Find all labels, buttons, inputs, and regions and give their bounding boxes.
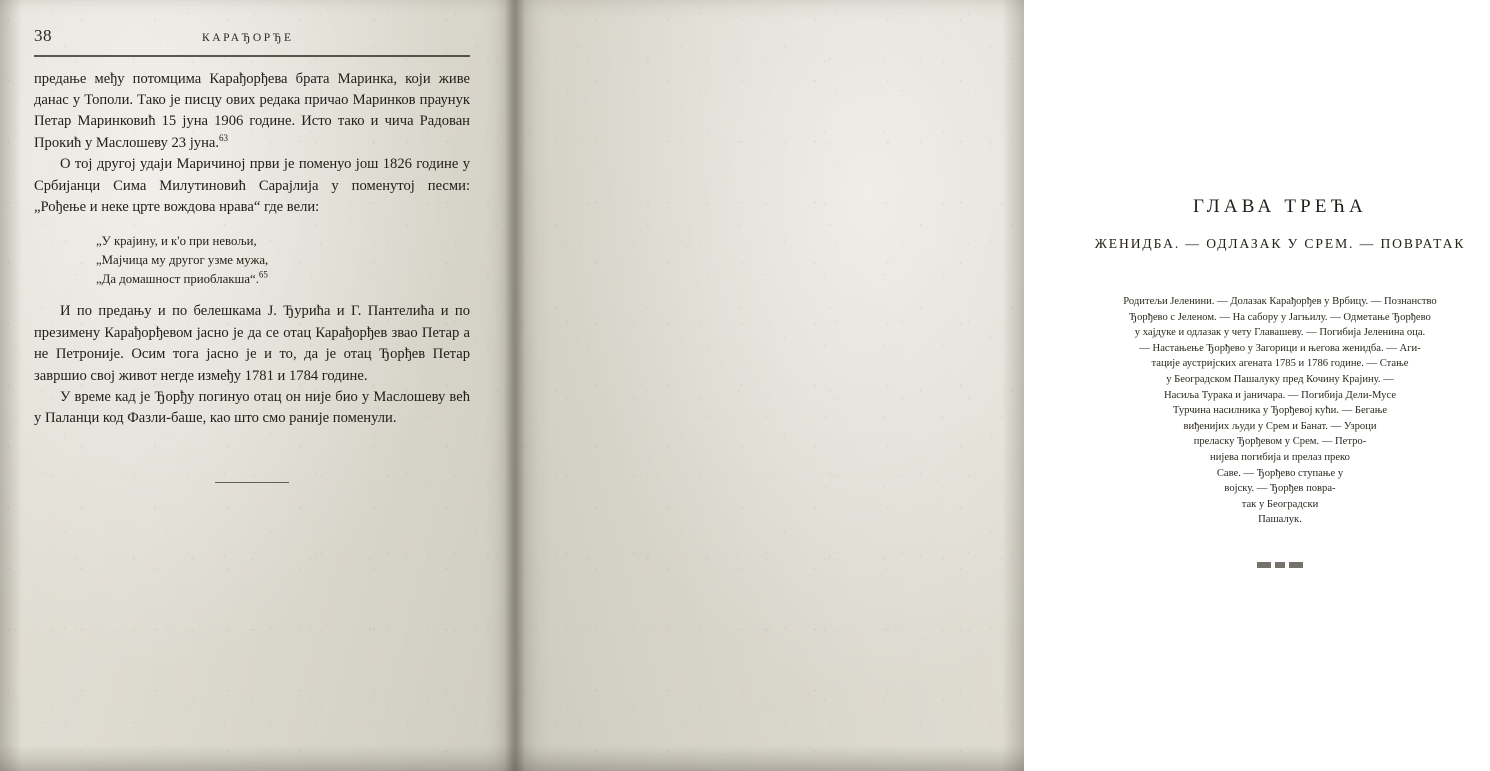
argument-line: нијева погибија и прелаз преко xyxy=(1210,451,1350,463)
right-page-content xyxy=(1070,196,1490,568)
body-text xyxy=(34,69,470,219)
paragraph-2-text: О тој другој удаји Маричиној први је поменуо још 1826 године у Србијанци Сима Милутиновић Сарајлија у поменутој песми: „Рођење и неке црте вождова нрава“ где вели: xyxy=(34,156,470,215)
right-leaf xyxy=(514,0,1466,771)
argument-line: Насиља Турака и јаничара. — Погибија Дели-Мусе xyxy=(1163,389,1397,401)
footnote-ref-65: 65 xyxy=(258,270,268,281)
argument-line: тације аустријских агената 1785 и 1786 године. — Стање xyxy=(1151,358,1409,370)
chapter-argument xyxy=(1070,294,1490,528)
argument-line: преласку Ђорђевом у Срем. — Петро- xyxy=(1193,436,1367,448)
paragraph-1 xyxy=(34,69,470,155)
section-divider-rule xyxy=(215,482,289,483)
paragraph-4 xyxy=(34,387,470,430)
body-text-continued xyxy=(34,301,470,429)
verse-line-1: „У крајину, и к'о при невољи, xyxy=(96,234,257,249)
argument-line: Пашалук. xyxy=(1258,514,1302,526)
folio-number: 38 xyxy=(34,26,52,45)
chapter-title: ГЛАВА ТРЕЋА xyxy=(1193,196,1367,217)
argument-line: виђенијих људи у Срем и Банат. — Узроци xyxy=(1183,420,1377,432)
argument-line: Родитељи Јеленини. — Долазак Карађорђев у Врбицу. — Познанство xyxy=(1123,296,1437,307)
argument-line: у Београдском Пашалуку пред Кочину Крајину. — xyxy=(1166,373,1394,385)
paragraph-1-text: предање међу потомцима Карађорђева брата Маринка, који живе данас у Тополи. Тако је писцу ових редака причао Маринков праунук Петар Маринковић 15 јуна 1906 године. Исто тако и чича Радован Прокић у Маслошеву 23 јуна. xyxy=(34,70,470,151)
verse-line-2: „Мајчица му другог узме мужа, xyxy=(96,253,269,268)
left-edge-shadow xyxy=(0,0,22,771)
argument-line: Ђорђево с Јеленом. — На сабору у Јагњилу. — Одметање Ђорђево xyxy=(1129,311,1431,323)
verse-block xyxy=(96,232,470,289)
argument-line: — Настањење Ђорђево у Загорици и његова женидба. — Аги- xyxy=(1139,342,1421,354)
verse-line-3 xyxy=(96,270,470,289)
argument-line: Саве. — Ђорђево ступање у xyxy=(1216,467,1344,479)
paragraph-4-text: У време кад је Ђорђу погинуо отац он није био у Маслошеву већ у Паланци код Фазли-баше, као што смо раније поменули. xyxy=(34,388,470,427)
left-leaf xyxy=(0,0,514,771)
paper-grain-right xyxy=(514,0,1024,771)
paragraph-2 xyxy=(34,154,470,218)
argument-line: так у Београдски xyxy=(1241,498,1319,510)
paragraph-3 xyxy=(34,301,470,387)
running-head: КАРАЂОРЂЕ xyxy=(202,32,294,44)
argument-line: Турчина насилника у Ђорђевој кући. — Бегање xyxy=(1172,405,1388,417)
paragraph-3-text: И по предању и по белешкама Ј. Ђурића и Г. Пантелића и по презимену Карађорђевом јасно је да се отац Карађорђев звао Петар а не Петроније. Осим тога јасно је и то, да је отац Ђорђев Петар завршио свој живот негде између 1781 и 1784 године. xyxy=(34,303,470,384)
header-rule xyxy=(34,55,470,57)
verse-line-3-text: „Да домашност приоблакша“. xyxy=(96,272,259,287)
right-edge-shadow xyxy=(1002,0,1024,771)
chapter-subtitle: ЖЕНИДБА. — ОДЛАЗАК У СРЕМ. — ПОВРАТАК xyxy=(1094,236,1466,251)
footnote-ref-63: 63 xyxy=(219,132,229,143)
argument-line: војску. — Ђорђев повра- xyxy=(1224,483,1336,495)
argument-line: у хајдуке и одлазак у чету Главашеву. — Погибија Јеленина оца. xyxy=(1134,327,1426,339)
left-page-content xyxy=(34,26,470,483)
argument-divider-rule xyxy=(1257,562,1303,568)
page-header xyxy=(34,26,470,52)
